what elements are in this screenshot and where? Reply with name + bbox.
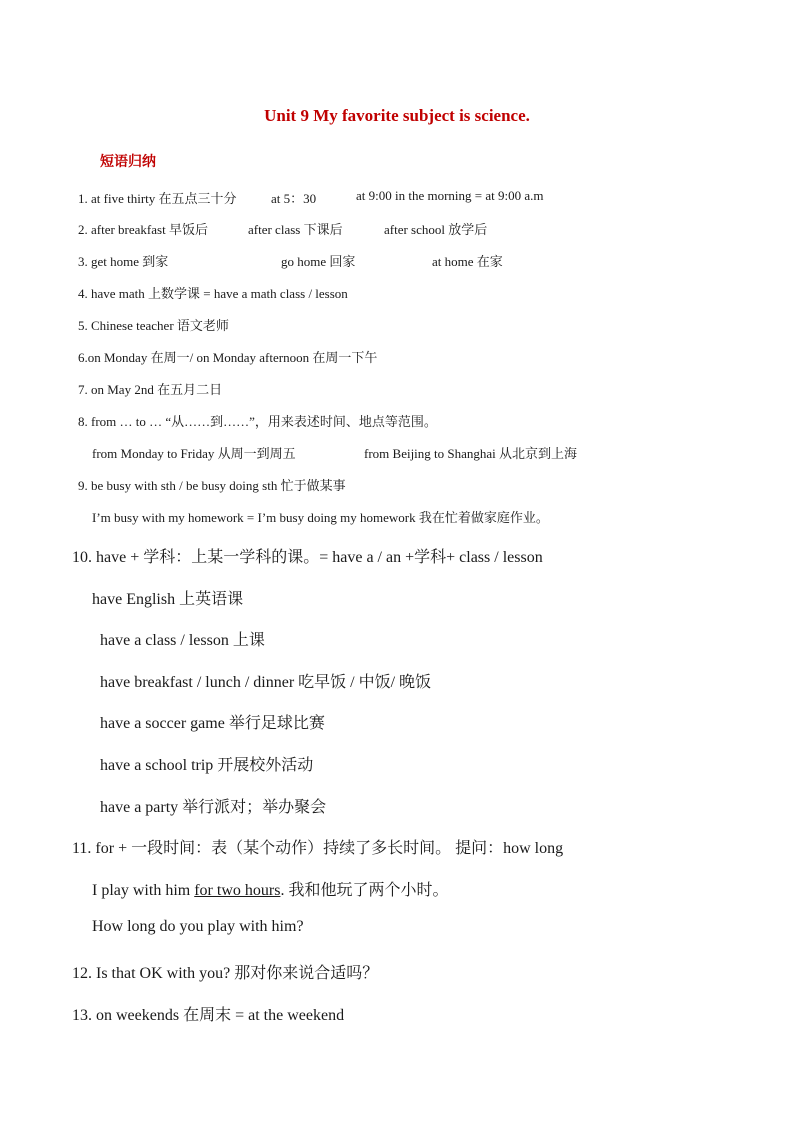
list-item: 5. Chinese teacher 语文老师 xyxy=(78,318,229,333)
list-item: 13. on weekends 在周末 = at the weekend xyxy=(72,1007,345,1024)
list-item: 9. be busy with sth / be busy doing sth 忙于做某事 xyxy=(78,478,346,493)
list-item: 10. have + 学科：上某一学科的课。= have a / an +学科+ class / lesson xyxy=(72,549,543,566)
list-item: 4. have math 上数学课 = have a math class / lesson xyxy=(78,286,348,301)
list-item: have a class / lesson 上课 xyxy=(100,632,265,649)
list-item: 6.on Monday 在周一/ on Monday afternoon 在周一下午 xyxy=(78,350,378,365)
list-item: I’m busy with my homework = I’m busy doing my homework 我在忙着做家庭作业。 xyxy=(92,510,549,525)
section-heading: 短语归纳 xyxy=(100,155,156,170)
list-item: have a soccer game 举行足球比赛 xyxy=(100,715,325,732)
list-item: 12. Is that OK with you? 那对你来说合适吗？ xyxy=(72,965,379,982)
page-title: Unit 9 My favorite subject is science. xyxy=(264,106,530,125)
list-item: I play with him for two hours. 我和他玩了两个小时。 xyxy=(92,882,449,899)
list-item: 11. for + 一段时间：表（某个动作）持续了多长时间。 提问：how long xyxy=(72,840,564,857)
underlined-phrase: for two hours xyxy=(194,882,281,899)
list-item: 7. on May 2nd 在五月二日 xyxy=(78,382,223,397)
list-item: How long do you play with him? xyxy=(92,918,304,935)
list-item: have breakfast / lunch / dinner 吃早饭 / 中饭/ 晚饭 xyxy=(100,674,432,691)
list-item: have a party 举行派对；举办聚会 xyxy=(100,799,327,816)
list-item: have a school trip 开展校外活动 xyxy=(100,757,314,774)
list-item: have English 上英语课 xyxy=(92,591,244,608)
list-item: 8. from … to … “从……到……”，用来表述时间、地点等范围。 xyxy=(78,414,437,429)
